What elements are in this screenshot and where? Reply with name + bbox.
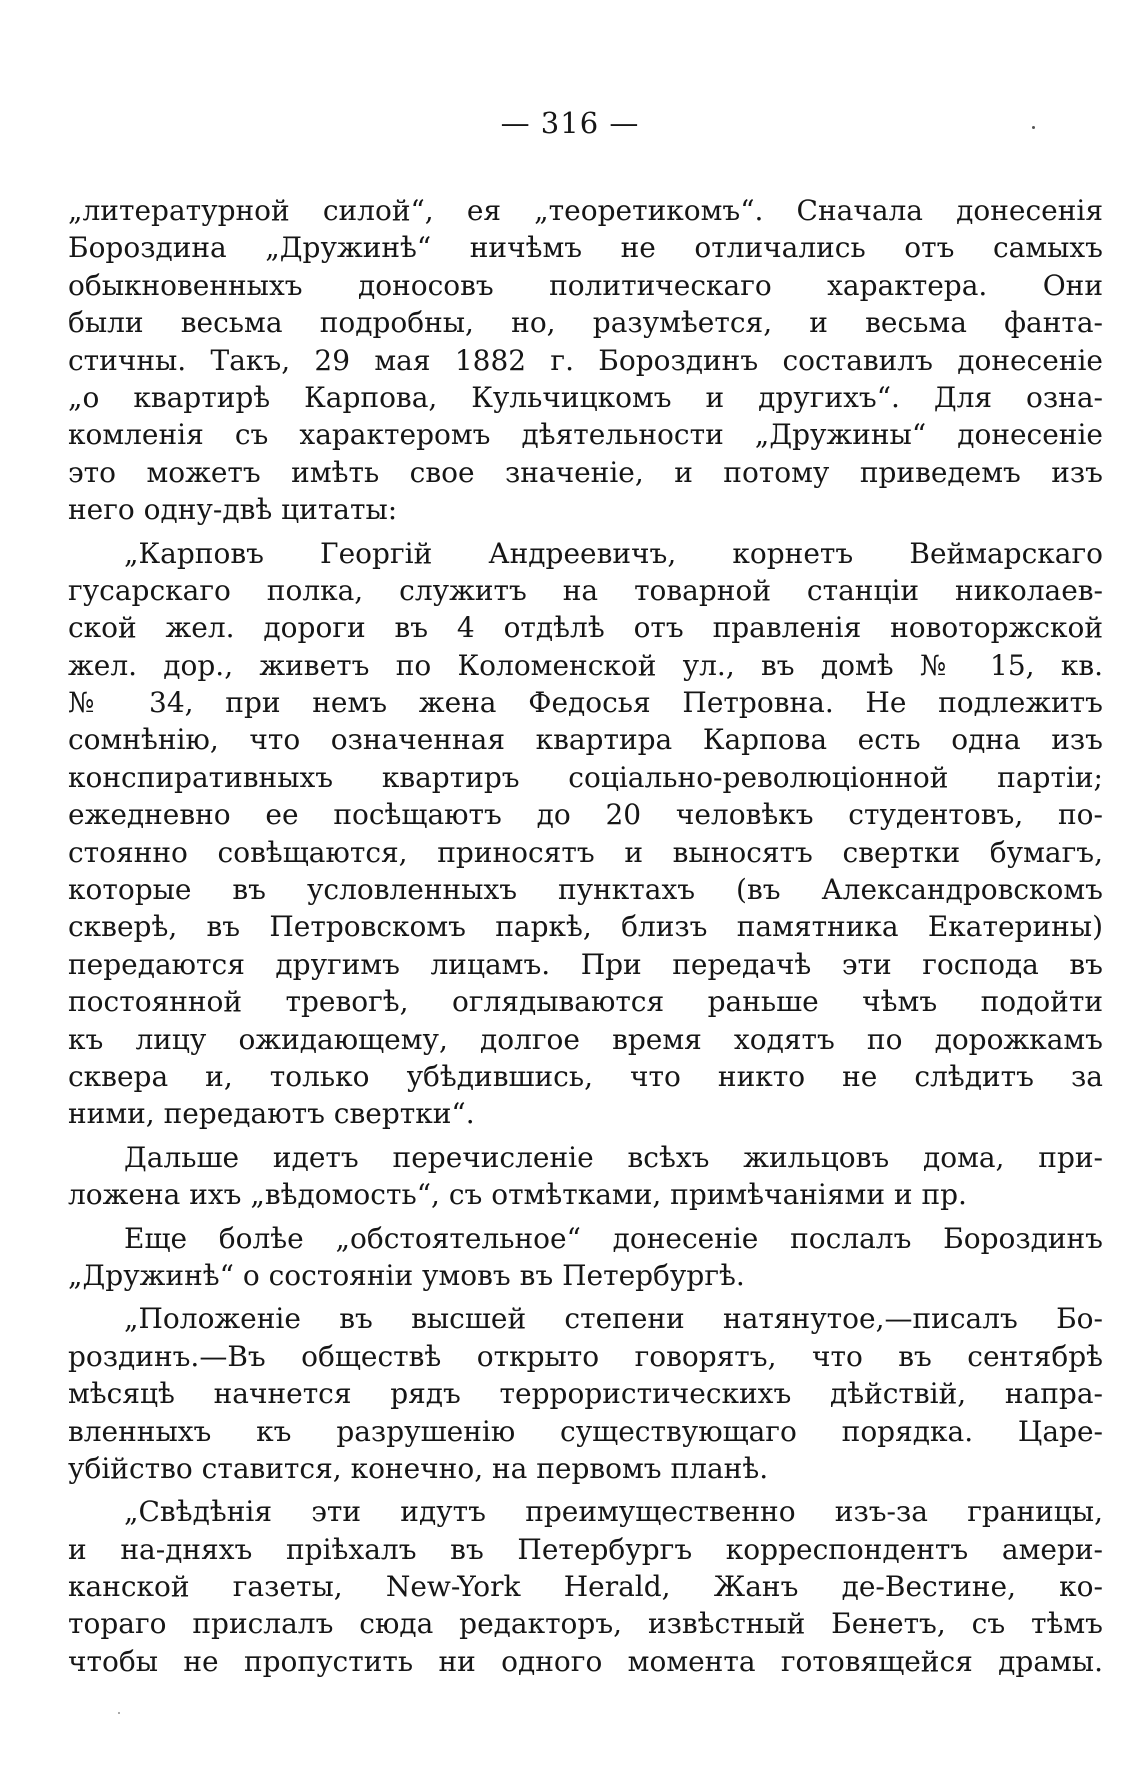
text-line: комленія съ характеромъ дѣятельности „Дружины“ донесеніе xyxy=(68,418,1103,452)
text-line: гусарскаго полка, служитъ на товарной станціи николаев- xyxy=(68,573,1103,607)
text-line: „Дружинѣ“ о состояніи умовъ въ Петербургѣ. xyxy=(68,1258,745,1292)
text-line: которые въ условленныхъ пунктахъ (въ Александровскомъ xyxy=(68,873,1103,907)
text-line: это можетъ имѣть свое значеніе, и потому приведемъ изъ xyxy=(68,455,1103,489)
text-line: ложена ихъ „вѣдомость“, съ отмѣтками, примѣчаніями и пр. xyxy=(68,1178,967,1212)
text-line: Еще болѣе „обстоятельное“ донесеніе послалъ Бороздинъ xyxy=(124,1221,1103,1255)
text-line: передаются другимъ лицамъ. При передачѣ эти господа въ xyxy=(68,947,1103,981)
print-speck xyxy=(118,1712,120,1714)
text-line: сквера и, только убѣдившись, что никто не слѣдитъ за xyxy=(68,1059,1103,1093)
text-line: „Свѣдѣнія эти идутъ преимущественно изъ-за границы, xyxy=(124,1495,1103,1529)
text-line: мѣсяцѣ начнется рядъ террористическихъ дѣйствій, напра- xyxy=(68,1377,1103,1411)
text-line: конспиративныхъ квартиръ соціально-революціонной партіи; xyxy=(68,760,1103,794)
text-line: обыкновенныхъ доносовъ политическаго характера. Они xyxy=(68,268,1103,302)
text-line: роздинъ.—Въ обществѣ открыто говорятъ, что въ сентябрѣ xyxy=(68,1339,1103,1373)
text-line: стичны. Такъ, 29 мая 1882 г. Бороздинъ составилъ донесеніе xyxy=(68,343,1103,377)
text-line: № 34, при немъ жена Федосья Петровна. Не подлежитъ xyxy=(68,686,1103,720)
text-line: жел. дор., живетъ по Коломенской ул., въ домѣ № 15, кв. xyxy=(68,648,1103,682)
body-text xyxy=(68,192,1103,1680)
text-line: вленныхъ къ разрушенію существующаго порядка. Царе- xyxy=(68,1414,1103,1448)
text-line: тораго прислалъ сюда редакторъ, извѣстный Бенетъ, съ тѣмъ xyxy=(68,1607,1103,1641)
text-line: скверѣ, въ Петровскомъ паркѣ, близъ памятника Екатерины) xyxy=(68,910,1103,944)
text-line: ской жел. дороги въ 4 отдѣлѣ отъ правленія новоторжской xyxy=(68,611,1103,645)
text-line: него одну-двѣ цитаты: xyxy=(68,493,398,527)
text-line: сомнѣнію, что означенная квартира Карпова есть одна изъ xyxy=(68,723,1103,757)
text-line: ежедневно ее посѣщаютъ до 20 человѣкъ студентовъ, по- xyxy=(68,798,1103,832)
text-line: канской газеты, New-York Herald, Жанъ де-Вестине, ко- xyxy=(68,1570,1103,1604)
text-line: къ лицу ожидающему, долгое время ходятъ по дорожкамъ xyxy=(68,1022,1103,1056)
text-line: чтобы не пропустить ни одного момента готовящейся драмы. xyxy=(68,1644,1103,1678)
text-line: „литературной силой“, ея „теоретикомъ“. Сначала донесенія xyxy=(68,194,1103,227)
text-line: стоянно совѣщаются, приносятъ и выносятъ свертки бумагъ, xyxy=(68,835,1103,869)
page-number: — 316 — xyxy=(500,106,640,140)
text-line: „Положеніе въ высшей степени натянутое,—писалъ Бо- xyxy=(124,1302,1103,1336)
text-line: „о квартирѣ Карпова, Кульчицкомъ и другихъ“. Для озна- xyxy=(68,380,1103,414)
text-line: „Карповъ Георгій Андреевичъ, корнетъ Веймарскаго xyxy=(124,536,1103,570)
text-line: ними, передаютъ свертки“. xyxy=(68,1097,475,1131)
text-line: и на-дняхъ пріѣхалъ въ Петербургъ корреспондентъ амери- xyxy=(68,1532,1103,1566)
text-line: были весьма подробны, но, разумѣется, и весьма фанта- xyxy=(68,306,1103,340)
text-line: убійство ставится, конечно, на первомъ планѣ. xyxy=(68,1451,769,1485)
text-line: постоянной тревогѣ, оглядываются раньше чѣмъ подойти xyxy=(68,985,1103,1019)
text-line: Бороздина „Дружинѣ“ ничѣмъ не отличались отъ самыхъ xyxy=(68,231,1103,265)
print-speck xyxy=(1032,126,1035,129)
text-line: Дальше идетъ перечисленіе всѣхъ жильцовъ дома, при- xyxy=(124,1140,1103,1174)
